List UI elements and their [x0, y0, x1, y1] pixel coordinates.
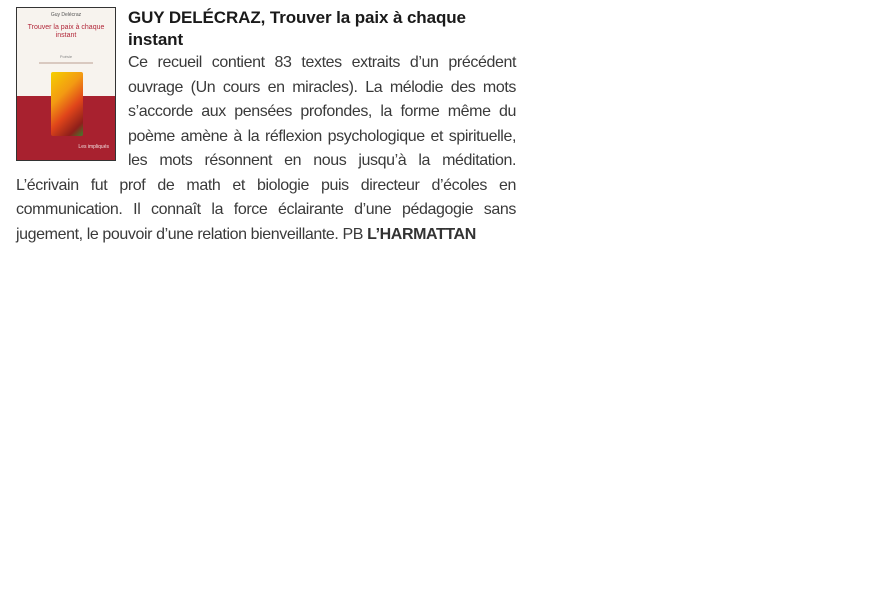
book-review: [16, 7, 516, 247]
cover-subtitle: Poésie: [59, 54, 73, 59]
cover-publisher: Les impliqués: [78, 144, 109, 150]
cover-divider: [39, 62, 93, 64]
cover-author: Guy Delécraz: [50, 12, 82, 18]
review-heading: GUY DELÉCRAZ, Trouver la paix à chaque instant: [128, 8, 466, 49]
cover-artwork: [51, 72, 83, 136]
publisher-name: L’HARMATTAN: [367, 225, 476, 243]
book-cover-image: [16, 7, 116, 161]
review-text: Ce recueil contient 83 textes extraits d’un précédent ouvrage (Un cours en miracles). La mélodie des mots s’accorde aux pensées profondes, la forme même du poème amène à la réflexion psychologique et spirituelle, les mots résonnent en nous jusqu’à la méditation. L’écrivain fut prof de math et biologie puis directeur d’écoles en communication. Il connaît la force éclairante d’une pédagogie sans jugement, le pouvoir d’une relation bienveillante. PB: [16, 54, 516, 243]
cover-title: Trouver la paix à chaque instant: [27, 24, 105, 39]
